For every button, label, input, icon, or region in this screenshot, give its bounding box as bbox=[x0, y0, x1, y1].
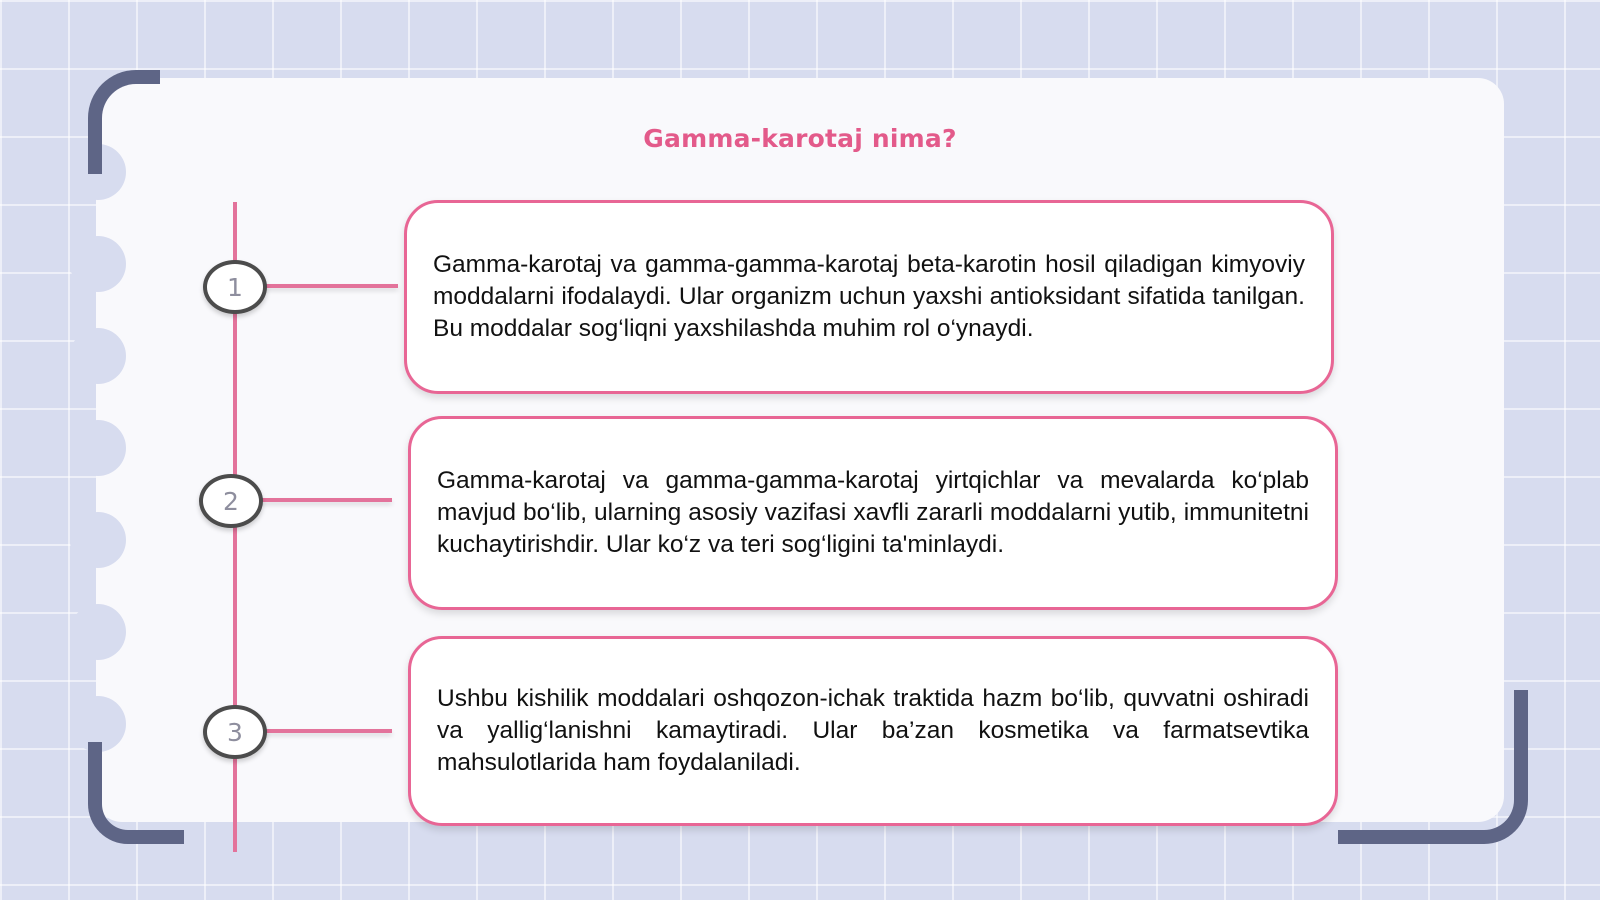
info-card-3-text: Ushbu kishilik moddalari oshqozon-ichak traktida hazm bo‘lib, quvvatni oshiradi va yallig‘lanishni kamaytiradi. Ular ba’zan kosmetika va farmatsevtika mahsulotlarida ham foydalaniladi. bbox=[437, 685, 1309, 776]
info-card-1-text: Gamma-karotaj va gamma-gamma-karotaj beta-karotin hosil qiladigan kimyoviy moddalarni ifodalaydi. Ular organizm uchun yaxshi antioksidant sifatida tanilgan. Bu moddalar sog‘liqni yaxshilashda muhim rol o‘ynaydi. bbox=[433, 251, 1305, 342]
step-number-3: 3 bbox=[203, 705, 267, 759]
paper-notch bbox=[70, 420, 126, 476]
step-number-2: 2 bbox=[199, 474, 263, 528]
info-card-1 bbox=[404, 200, 1334, 394]
slide-title: Gamma-karotaj nima? bbox=[643, 124, 957, 153]
connector-1 bbox=[262, 284, 398, 288]
info-card-2 bbox=[408, 416, 1338, 610]
paper-notch bbox=[70, 236, 126, 292]
paper-notch bbox=[70, 604, 126, 660]
info-card-2-text: Gamma-karotaj va gamma-gamma-karotaj yirtqichlar va mevalarda ko‘plab mavjud bo‘lib, ularning asosiy vazifasi xavfli zararli moddalarni yutib, immunitetni kuchaytirishdir. Ular ko‘z va teri sog‘ligini ta'minlaydi. bbox=[437, 467, 1309, 558]
corner-bracket-top-left bbox=[88, 70, 160, 174]
step-number-1: 1 bbox=[203, 260, 267, 314]
corner-bracket-bottom-left bbox=[88, 742, 184, 844]
corner-bracket-bottom-right bbox=[1338, 690, 1528, 844]
connector-2 bbox=[258, 498, 392, 502]
paper-notch bbox=[70, 328, 126, 384]
connector-3 bbox=[262, 729, 392, 733]
paper-notch bbox=[70, 512, 126, 568]
info-card-3 bbox=[408, 636, 1338, 826]
